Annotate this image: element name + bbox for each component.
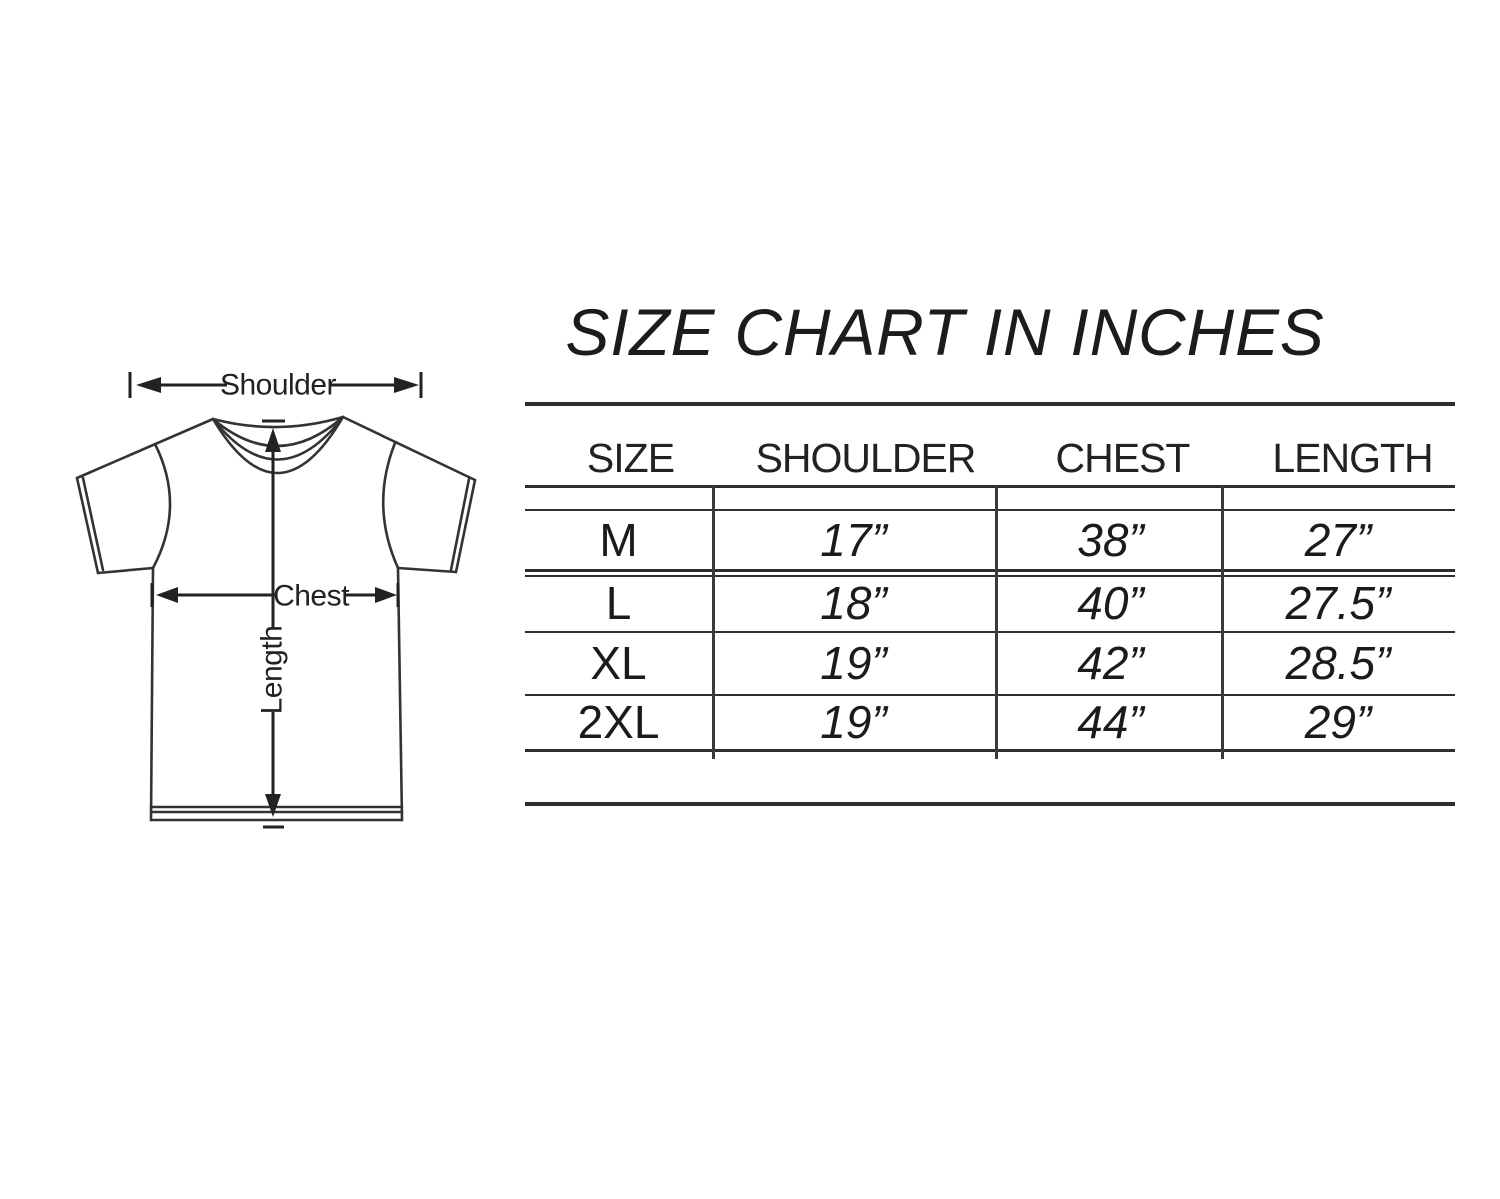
cell-xl-shoulder: 19” xyxy=(820,637,887,689)
left-sleeve-cuff-outer xyxy=(77,478,98,573)
chest-label: Chest xyxy=(273,579,349,613)
right-armhole xyxy=(383,443,398,568)
cell-m-length: 27” xyxy=(1304,514,1372,566)
table-rule-row-m-a xyxy=(525,569,1455,572)
cell-xl-chest: 42” xyxy=(1077,637,1144,689)
tshirt-outline xyxy=(77,417,475,820)
chest-left-arrowhead-icon xyxy=(156,587,178,603)
shoulder-left-arrowhead-icon xyxy=(136,377,161,393)
cell-m-size: M xyxy=(599,514,638,566)
left-armhole xyxy=(153,444,170,568)
cell-l-length: 27.5” xyxy=(1285,577,1391,629)
shoulder-dimension-arrow xyxy=(130,369,421,402)
shoulder-right-arrowhead-icon xyxy=(394,377,419,393)
cell-m-shoulder: 17” xyxy=(820,514,887,566)
cell-2xl-shoulder: 19” xyxy=(820,696,887,748)
cell-2xl-length: 29” xyxy=(1304,696,1372,748)
header-size: SIZE xyxy=(586,434,675,481)
right-sleeve-bottom xyxy=(398,568,456,572)
page-title: SIZE CHART IN INCHES xyxy=(565,295,1325,369)
length-down-arrowhead-icon xyxy=(265,794,281,817)
left-shoulder-seam xyxy=(77,419,213,478)
left-sleeve-bottom xyxy=(98,568,153,573)
cell-xl-size: XL xyxy=(590,637,647,689)
table-rule-bottom xyxy=(525,802,1455,806)
cell-2xl-size: 2XL xyxy=(577,696,660,748)
header-shoulder: SHOULDER xyxy=(755,434,976,481)
shoulder-label: Shoulder xyxy=(219,368,337,402)
cell-l-shoulder: 18” xyxy=(820,577,887,629)
table-rule-row-l xyxy=(525,631,1455,633)
header-length: LENGTH xyxy=(1272,434,1433,481)
cell-m-chest: 38” xyxy=(1077,514,1144,566)
right-shoulder-seam xyxy=(343,417,475,480)
chest-dimension-arrow xyxy=(152,580,398,613)
cell-2xl-chest: 44” xyxy=(1077,696,1144,748)
cell-l-size: L xyxy=(605,577,632,629)
table-rule-top xyxy=(525,402,1455,406)
length-label: Length xyxy=(255,625,289,715)
cell-l-chest: 40” xyxy=(1077,577,1144,629)
chest-right-arrowhead-icon xyxy=(375,587,397,603)
length-up-arrowhead-icon xyxy=(265,428,281,452)
length-dimension-arrow xyxy=(256,421,289,827)
table-rule-spacer xyxy=(525,509,1455,511)
cell-xl-length: 28.5” xyxy=(1285,637,1391,689)
header-chest: CHEST xyxy=(1055,434,1190,481)
